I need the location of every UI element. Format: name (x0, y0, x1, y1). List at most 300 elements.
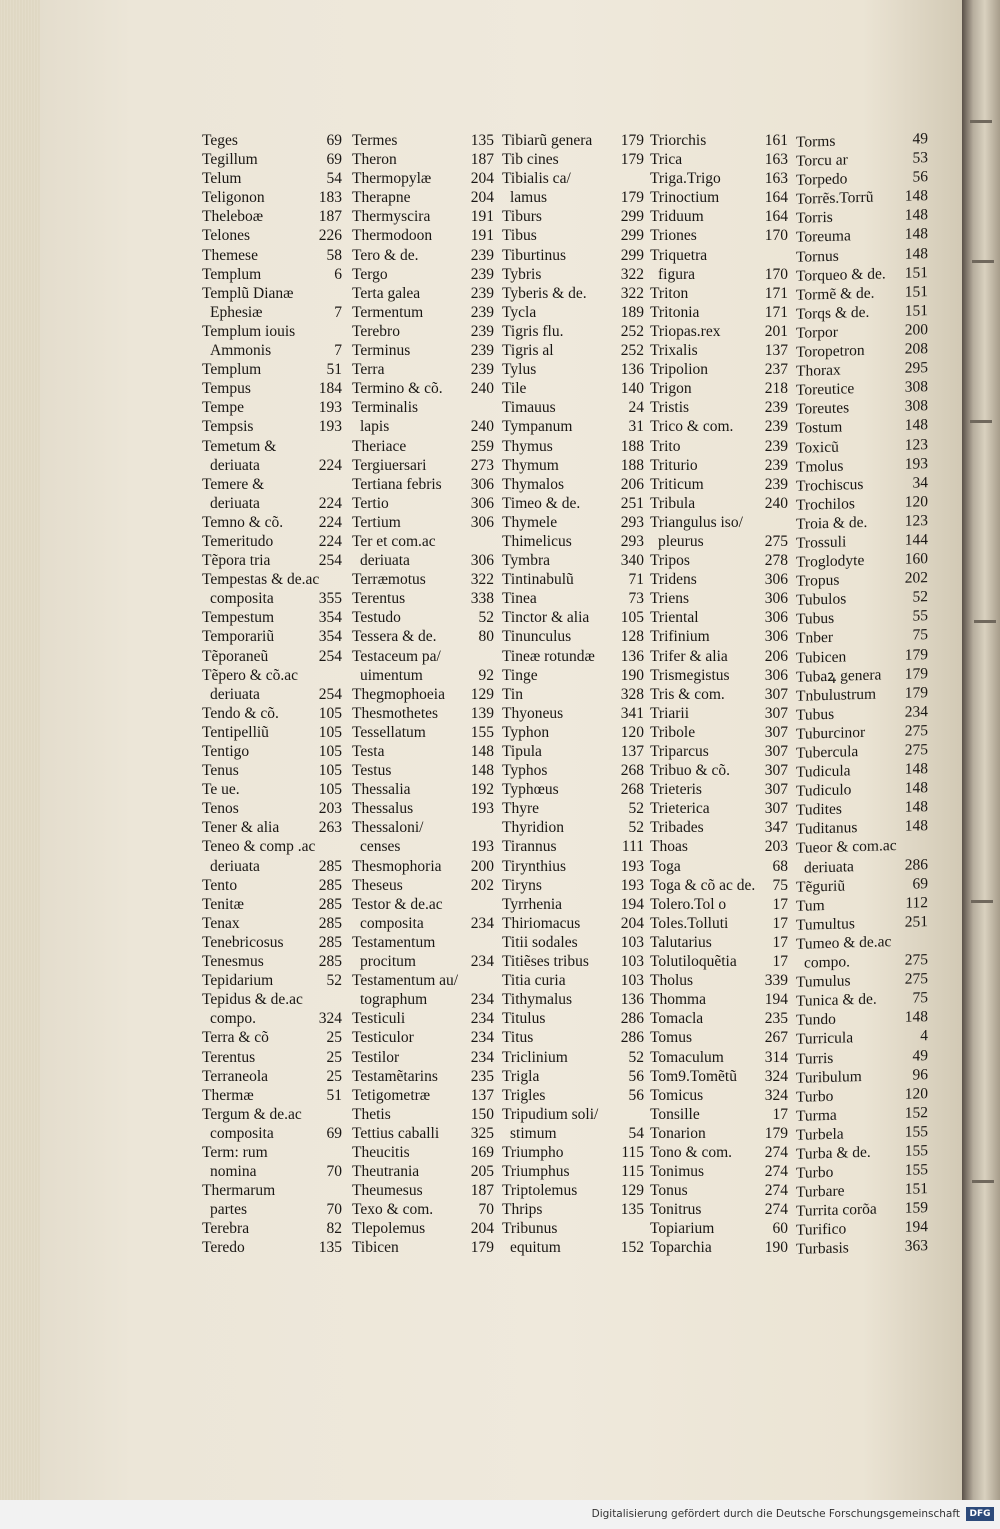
entry-page-number: 204 (470, 1220, 494, 1238)
entry-page-number: 251 (904, 913, 928, 931)
index-entry (352, 551, 494, 570)
index-entry (502, 589, 644, 608)
entry-term: Toreutice (796, 380, 855, 400)
entry-term: Terminalis (352, 399, 419, 417)
entry-page-number: 103 (620, 972, 644, 990)
entry-page-number: 307 (764, 723, 788, 741)
index-entry (202, 990, 342, 1009)
entry-term: Trismegistus (650, 666, 730, 684)
entry-page-number: 204 (470, 189, 494, 207)
entry-term: Trito (650, 437, 681, 455)
entry-page-number: 17 (772, 953, 788, 971)
entry-page-number: 148 (904, 187, 928, 206)
entry-page-number: 7 (334, 342, 342, 360)
entry-term: Triclinium (502, 1048, 568, 1066)
index-entry (502, 398, 644, 417)
index-entry (352, 1105, 494, 1124)
index-entry (502, 1238, 644, 1257)
entry-page-number: 120 (620, 723, 644, 741)
index-entry (352, 1067, 494, 1086)
entry-term: Turbela (796, 1125, 844, 1144)
entry-term: Tenus (202, 762, 239, 780)
index-entry (352, 532, 494, 551)
index-entry (352, 417, 494, 436)
entry-page-number: 224 (318, 532, 342, 550)
entry-term: Troia & de. (796, 513, 868, 533)
index-entry (202, 169, 342, 188)
index-entry (502, 1143, 644, 1162)
index-entry (202, 188, 342, 207)
entry-term: Temno & cõ. (202, 513, 284, 531)
entry-page-number: 161 (764, 132, 788, 149)
entry-term: Tile (502, 380, 527, 398)
entry-term: Testiculor (352, 1029, 414, 1047)
entry-page-number: 25 (326, 1048, 342, 1066)
entry-page-number: 155 (904, 1161, 928, 1179)
entry-page-number: 151 (904, 263, 928, 282)
entry-page-number: 105 (620, 609, 644, 627)
entry-term: Tib cines (502, 151, 559, 169)
entry-term: Telum (202, 170, 242, 188)
index-entry (650, 341, 788, 360)
entry-term: Titus (502, 1029, 534, 1047)
entry-term: Tentipelliũ (202, 723, 269, 741)
entry-page-number: 295 (904, 359, 928, 377)
index-entry (502, 456, 644, 475)
index-entry (352, 837, 494, 856)
entry-page-number: 155 (904, 1123, 928, 1141)
index-entry (650, 303, 788, 322)
index-entry (352, 1162, 494, 1181)
index-entry (352, 1143, 494, 1162)
entry-page-number: 52 (628, 800, 644, 818)
entry-page-number: 136 (620, 647, 644, 665)
entry-term: Turbo (796, 1087, 834, 1106)
facing-page-stub (962, 0, 1000, 1500)
facing-page-text-fragment (970, 120, 992, 123)
entry-page-number: 299 (620, 246, 644, 264)
entry-term: Toropetron (796, 341, 865, 361)
entry-term: Tudicula (796, 762, 851, 781)
index-entry (352, 284, 494, 303)
entry-term: Troglodyte (796, 551, 865, 571)
entry-term: Termino & cõ. (352, 380, 443, 398)
entry-page-number: 92 (478, 666, 494, 684)
entry-term: Tempestum (202, 609, 275, 627)
entry-term: Tornus (796, 247, 839, 266)
entry-page-number: 275 (904, 970, 928, 988)
index-entry (650, 379, 788, 398)
entry-page-number: 275 (764, 532, 788, 550)
entry-page-number: 135 (470, 132, 494, 149)
index-entry (352, 723, 494, 742)
entry-term: composita (210, 590, 274, 608)
entry-term: Thermæ (202, 1086, 254, 1104)
index-entry (650, 475, 788, 494)
entry-term: Theriace (352, 437, 407, 455)
entry-term: Tener & alia (202, 819, 280, 837)
entry-page-number: 254 (318, 647, 342, 665)
index-entry (650, 494, 788, 513)
index-entry (650, 971, 788, 990)
index-entry (202, 627, 342, 646)
entry-term: Tyberis & de. (502, 284, 587, 302)
entry-page-number: 6 (334, 265, 342, 283)
index-entry (352, 666, 494, 685)
entry-term: Thermodoon (352, 227, 433, 245)
index-entry (502, 857, 644, 876)
entry-page-number: 274 (764, 1201, 788, 1219)
index-entry (502, 818, 644, 837)
index-entry (502, 551, 644, 570)
index-entry (352, 475, 494, 494)
entry-page-number: 235 (764, 1010, 788, 1028)
index-entry (352, 895, 494, 914)
entry-term: Tempus (202, 380, 251, 398)
index-entry (502, 379, 644, 398)
entry-page-number: 200 (904, 321, 928, 339)
index-entry (202, 589, 342, 608)
stacked-page-edges (0, 0, 40, 1500)
entry-term: Terentus (202, 1048, 256, 1066)
entry-page-number: 136 (620, 361, 644, 379)
index-entry (202, 398, 342, 417)
index-entry (650, 226, 788, 245)
entry-term: Triens (650, 590, 690, 608)
entry-term: Thermopylæ (352, 170, 432, 188)
entry-page-number: 70 (326, 1163, 342, 1181)
index-entry (352, 570, 494, 589)
entry-page-number: 234 (470, 1029, 494, 1047)
entry-term: Theumesus (352, 1182, 423, 1200)
entry-page-number: 51 (326, 361, 342, 379)
entry-term: Tibicen (352, 1239, 399, 1257)
entry-term: Tento (202, 876, 238, 894)
entry-page-number: 56 (628, 1067, 644, 1085)
index-column-3 (502, 131, 644, 1258)
index-entry (202, 608, 342, 627)
index-entry (650, 761, 788, 780)
index-entry (650, 799, 788, 818)
index-entry (502, 914, 644, 933)
entry-page-number: 105 (318, 704, 342, 722)
entry-page-number: 218 (764, 380, 788, 398)
index-entry (502, 150, 644, 169)
entry-term: Termentum (352, 303, 424, 321)
entry-term: Terra (352, 361, 385, 379)
entry-page-number: 205 (470, 1163, 494, 1181)
index-entry (202, 417, 342, 436)
entry-page-number: 75 (912, 989, 928, 1007)
entry-page-number: 190 (620, 666, 644, 684)
entry-page-number: 259 (470, 437, 494, 455)
entry-page-number: 278 (764, 552, 788, 570)
entry-term: Trossuli (796, 533, 847, 552)
entry-page-number: 17 (772, 895, 788, 913)
entry-page-number: 306 (764, 666, 788, 684)
entry-term: Thegmophoeia (352, 685, 445, 703)
entry-term: Thimelicus (502, 532, 572, 550)
entry-page-number: 70 (478, 1201, 494, 1219)
entry-page-number: 240 (764, 494, 788, 512)
entry-page-number: 224 (318, 513, 342, 531)
entry-term: Trieteris (650, 781, 702, 799)
entry-page-number: 285 (318, 933, 342, 951)
index-entry (202, 1200, 342, 1219)
entry-page-number: 274 (764, 1182, 788, 1200)
entry-page-number: 306 (470, 513, 494, 531)
entry-term: Triga.Trigo (650, 170, 721, 188)
entry-page-number: 103 (620, 953, 644, 971)
entry-page-number: 285 (318, 895, 342, 913)
entry-term: Torpedo (796, 170, 848, 190)
entry-term: Terentus (352, 590, 406, 608)
entry-page-number: 52 (628, 819, 644, 837)
entry-page-number: 105 (318, 781, 342, 799)
index-entry (202, 284, 342, 303)
index-entry (202, 551, 342, 570)
index-entry (352, 169, 494, 188)
entry-page-number: 4 (920, 1027, 928, 1045)
index-entry (202, 1124, 342, 1143)
entry-term: Tribula (650, 494, 696, 512)
facing-page-text-fragment (974, 620, 996, 623)
entry-page-number: 151 (904, 282, 928, 301)
entry-page-number: 169 (470, 1143, 494, 1161)
entry-page-number: 307 (764, 800, 788, 818)
index-entry (202, 1105, 342, 1124)
entry-page-number: 137 (764, 342, 788, 360)
entry-term: Trica (650, 151, 683, 169)
entry-term: Torrẽs.Torrũ (796, 188, 874, 209)
entry-page-number: 191 (470, 208, 494, 226)
entry-term: Templum (202, 265, 262, 283)
index-entry (502, 226, 644, 245)
entry-term: Trochilos (796, 494, 855, 514)
book-page (40, 0, 975, 1500)
index-entry (202, 265, 342, 284)
entry-term: Tripos (650, 552, 690, 570)
entry-term: Turris (796, 1049, 834, 1068)
entry-term: Trigon (650, 380, 692, 398)
entry-term: Toga (650, 857, 681, 875)
entry-page-number: 148 (470, 743, 494, 760)
entry-page-number: 105 (318, 743, 342, 760)
entry-page-number: 187 (470, 151, 494, 169)
entry-term: Toles.Tolluti (650, 914, 729, 932)
entry-term: Triones (650, 227, 697, 245)
index-entry (202, 456, 342, 475)
index-entry (650, 417, 788, 436)
index-entry (650, 608, 788, 627)
entry-term: Tubus (796, 705, 835, 724)
entry-page-number: 239 (470, 361, 494, 379)
entry-page-number: 285 (318, 876, 342, 894)
index-entry (502, 742, 644, 761)
index-entry (650, 780, 788, 799)
entry-page-number: 285 (318, 857, 342, 875)
entry-page-number: 189 (620, 303, 644, 321)
entry-term: lamus (510, 189, 548, 207)
entry-term: Typhos (502, 762, 548, 780)
index-column-5 (796, 131, 928, 1258)
entry-page-number: 299 (620, 208, 644, 226)
index-entry (650, 1009, 788, 1028)
entry-page-number: 54 (628, 1124, 644, 1142)
entry-term: Tin (502, 685, 523, 703)
index-entry (502, 933, 644, 952)
entry-term: Termes (352, 132, 398, 149)
entry-term: equitum (510, 1239, 561, 1257)
entry-term: Triopas.rex (650, 322, 721, 340)
entry-page-number: 179 (620, 151, 644, 169)
entry-page-number: 341 (620, 704, 644, 722)
index-entry (352, 303, 494, 322)
entry-page-number: 239 (470, 342, 494, 360)
index-entry (502, 1086, 644, 1105)
entry-term: Tubulos (796, 590, 847, 610)
entry-page-number: 137 (620, 743, 644, 760)
index-entry (650, 1086, 788, 1105)
index-entry (202, 1162, 342, 1181)
entry-term: partes (210, 1201, 248, 1219)
entry-page-number: 193 (620, 857, 644, 875)
entry-term: Tyrrhenia (502, 895, 563, 913)
entry-page-number: 136 (620, 991, 644, 1009)
entry-page-number: 179 (904, 645, 928, 664)
entry-page-number: 363 (904, 1237, 928, 1256)
entry-page-number: 306 (764, 571, 788, 589)
entry-page-number: 203 (764, 838, 788, 856)
entry-term: Tonus (650, 1182, 688, 1200)
entry-term: Trico & com. (650, 418, 734, 436)
index-entry (352, 1181, 494, 1200)
index-entry (502, 1028, 644, 1047)
entry-page-number: 239 (764, 475, 788, 493)
entry-page-number: 152 (904, 1103, 928, 1122)
index-entry (502, 131, 644, 150)
index-entry (650, 1067, 788, 1086)
index-entry (650, 322, 788, 341)
index-entry (650, 360, 788, 379)
entry-page-number: 164 (764, 189, 788, 207)
entry-page-number: 24 (628, 399, 644, 417)
entry-term: Tlepolemus (352, 1220, 426, 1238)
entry-term: Tirynthius (502, 857, 567, 875)
index-entry (202, 1086, 342, 1105)
entry-term: Tibialis ca/ (502, 170, 571, 188)
index-entry (650, 837, 788, 856)
index-entry (650, 437, 788, 456)
entry-term: Tertiana febris (352, 475, 442, 493)
entry-term: Themese (202, 246, 258, 264)
entry-term: Timeo & de. (502, 494, 581, 512)
entry-term: Tomaculum (650, 1048, 724, 1066)
entry-term: stimum (510, 1124, 557, 1142)
entry-term: Tinea (502, 590, 537, 608)
index-entry (352, 513, 494, 532)
entry-term: Toga & cõ ac de. (650, 876, 756, 894)
index-entry (502, 437, 644, 456)
index-entry (502, 685, 644, 704)
entry-page-number: 324 (764, 1067, 788, 1085)
entry-term: Timauus (502, 399, 556, 417)
entry-term: Tueor & com.ac (796, 837, 897, 858)
entry-term: Tẽporaneũ (202, 647, 269, 665)
entry-page-number: 224 (318, 494, 342, 512)
index-entry (650, 532, 788, 551)
entry-page-number: 240 (470, 380, 494, 398)
index-entry (202, 341, 342, 360)
entry-page-number: 150 (470, 1105, 494, 1123)
index-entry (502, 322, 644, 341)
index-entry (502, 169, 644, 188)
index-entry (202, 570, 342, 589)
entry-page-number: 193 (620, 876, 644, 894)
index-entry (502, 475, 644, 494)
entry-term: Ter et com.ac (352, 532, 436, 550)
index-entry (352, 188, 494, 207)
entry-page-number: 34 (912, 473, 928, 492)
entry-term: Tergiuersari (352, 456, 427, 474)
entry-term: Triquetra (650, 246, 708, 264)
entry-page-number: 254 (318, 685, 342, 703)
entry-term: Tympanum (502, 418, 573, 436)
index-entry (202, 914, 342, 933)
entry-term: composita (210, 1124, 274, 1142)
index-entry (650, 398, 788, 417)
entry-term: Theron (352, 151, 397, 169)
entry-page-number: 285 (318, 953, 342, 971)
entry-page-number: 49 (912, 130, 928, 148)
entry-page-number: 123 (904, 512, 928, 530)
entry-page-number: 183 (318, 189, 342, 207)
entry-term: Tẽpero & cõ.ac (202, 666, 298, 684)
index-entry (202, 437, 342, 456)
entry-page-number: 52 (912, 588, 928, 606)
entry-term: Tholus (650, 972, 694, 990)
index-entry (650, 570, 788, 589)
entry-term: Tuditanus (796, 819, 858, 839)
entry-term: Tubus (796, 610, 835, 629)
entry-page-number: 354 (318, 628, 342, 646)
entry-page-number: 170 (764, 227, 788, 245)
entry-term: Tigris flu. (502, 322, 564, 340)
entry-term: Talutarius (650, 933, 712, 951)
entry-page-number: 322 (620, 284, 644, 302)
entry-term: censes (360, 838, 401, 856)
entry-term: Triturio (650, 456, 698, 474)
index-entry (352, 914, 494, 933)
entry-page-number: 69 (326, 132, 342, 149)
entry-page-number: 239 (470, 322, 494, 340)
index-entry (352, 131, 494, 150)
entry-page-number: 307 (764, 743, 788, 760)
entry-page-number: 49 (912, 1046, 928, 1065)
entry-page-number: 69 (326, 151, 342, 169)
index-entry (352, 876, 494, 895)
index-entry (352, 379, 494, 398)
index-entry (650, 131, 788, 150)
entry-term: Thymum (502, 456, 559, 474)
entry-page-number: 274 (764, 1143, 788, 1161)
index-entry (502, 1105, 644, 1124)
index-entry (502, 837, 644, 856)
entry-page-number: 201 (764, 322, 788, 340)
entry-term: Testiculi (352, 1010, 406, 1028)
entry-page-number: 155 (470, 723, 494, 741)
entry-term: Tonsille (650, 1105, 700, 1123)
